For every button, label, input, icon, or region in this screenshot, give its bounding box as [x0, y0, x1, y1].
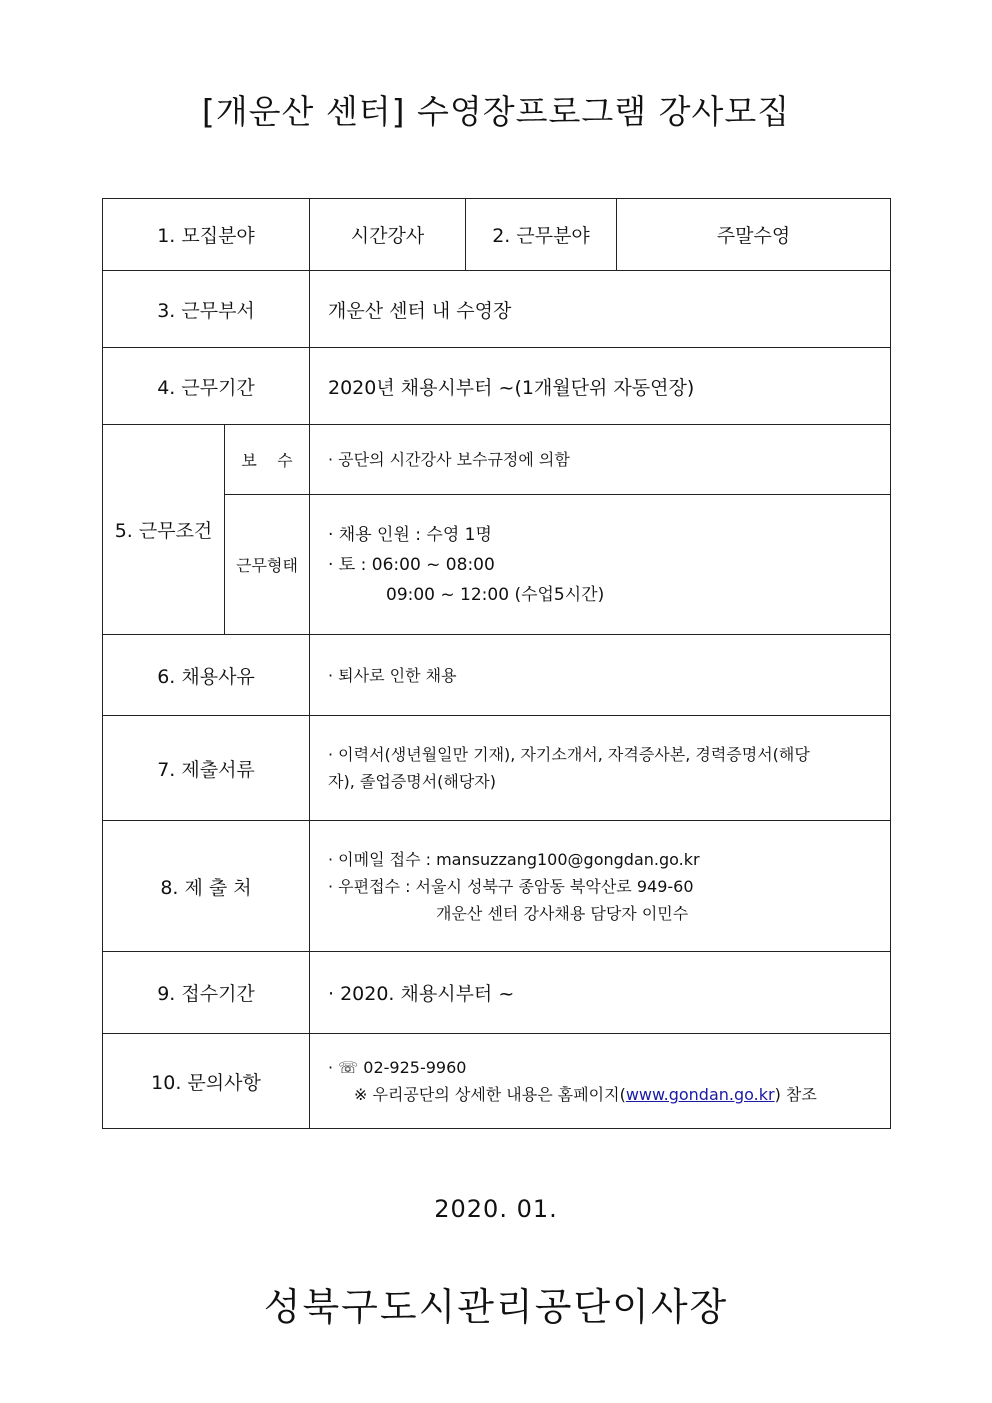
value-inquiry: [310, 1034, 891, 1129]
row-receipt-period: [103, 952, 891, 1034]
row-field: [103, 199, 891, 271]
issue-date: 2020. 01.: [434, 1195, 558, 1223]
row-period: [103, 348, 891, 425]
work-type-line: · 채용 인원 : 수영 1명: [328, 524, 492, 545]
label-pay: 보 수: [225, 425, 310, 495]
label-receipt-period: 9. 접수기간: [103, 952, 310, 1034]
row-conditions-pay: [103, 425, 891, 495]
label-inquiry: 10. 문의사항: [103, 1034, 310, 1129]
label-work-type: 근무형태: [225, 495, 310, 635]
row-documents: [103, 716, 891, 821]
submit-email-line: · 이메일 접수 : mansuzzang100@gongdan.go.kr: [328, 849, 700, 869]
value-work-type: [310, 495, 891, 635]
inquiry-note: [328, 1081, 890, 1108]
label-work-field: 2. 근무분야: [466, 199, 617, 271]
label-reason: 6. 채용사유: [103, 635, 310, 716]
documents-line: · 이력서(생년월일만 기재), 자기소개서, 자격증사본, 경력증명서(해당: [328, 745, 810, 764]
documents-line: 자), 졸업증명서(해당자): [328, 772, 497, 791]
row-submit-to: [103, 821, 891, 952]
submit-contact-line: 개운산 센터 강사채용 담당자 이민수: [436, 903, 689, 923]
organization-name: 성북구도시관리공단이사장: [263, 1285, 729, 1329]
value-submit-to: [310, 821, 891, 952]
recruitment-table: [102, 198, 891, 1129]
row-department: [103, 271, 891, 348]
value-work-field: 주말수영: [617, 199, 891, 271]
value-reason: · 퇴사로 인한 채용: [310, 635, 891, 716]
inquiry-phone: · ☏ 02-925-9960: [328, 1058, 467, 1077]
value-period: 2020년 채용시부터 ~(1개월단위 자동연장): [310, 348, 891, 425]
value-pay: · 공단의 시간강사 보수규정에 의함: [310, 425, 891, 495]
inquiry-note-prefix: ※ 우리공단의 상세한 내용은 홈페이지(: [354, 1085, 626, 1104]
label-period: 4. 근무기간: [103, 348, 310, 425]
inquiry-note-suffix: ) 참조: [774, 1085, 817, 1104]
value-recruit-field: 시간강사: [310, 199, 466, 271]
work-type-line: · 토 : 06:00 ~ 08:00: [328, 554, 495, 575]
value-receipt-period: · 2020. 채용시부터 ~: [310, 952, 891, 1034]
label-department: 3. 근무부서: [103, 271, 310, 348]
label-documents: 7. 제출서류: [103, 716, 310, 821]
page-title: [개운산 센터] 수영장프로그램 강사모집: [201, 92, 791, 131]
work-type-line: 09:00 ~ 12:00 (수업5시간): [386, 584, 605, 605]
label-conditions: 5. 근무조건: [103, 425, 225, 635]
homepage-link[interactable]: www.gondan.go.kr: [625, 1085, 775, 1104]
label-recruit-field: 1. 모집분야: [103, 199, 310, 271]
submit-post-line: · 우편접수 : 서울시 성북구 종암동 북악산로 949-60: [328, 876, 694, 896]
row-reason: [103, 635, 891, 716]
row-inquiry: [103, 1034, 891, 1129]
value-department: 개운산 센터 내 수영장: [310, 271, 891, 348]
label-submit-to: 8. 제 출 처: [103, 821, 310, 952]
value-documents: [310, 716, 891, 821]
